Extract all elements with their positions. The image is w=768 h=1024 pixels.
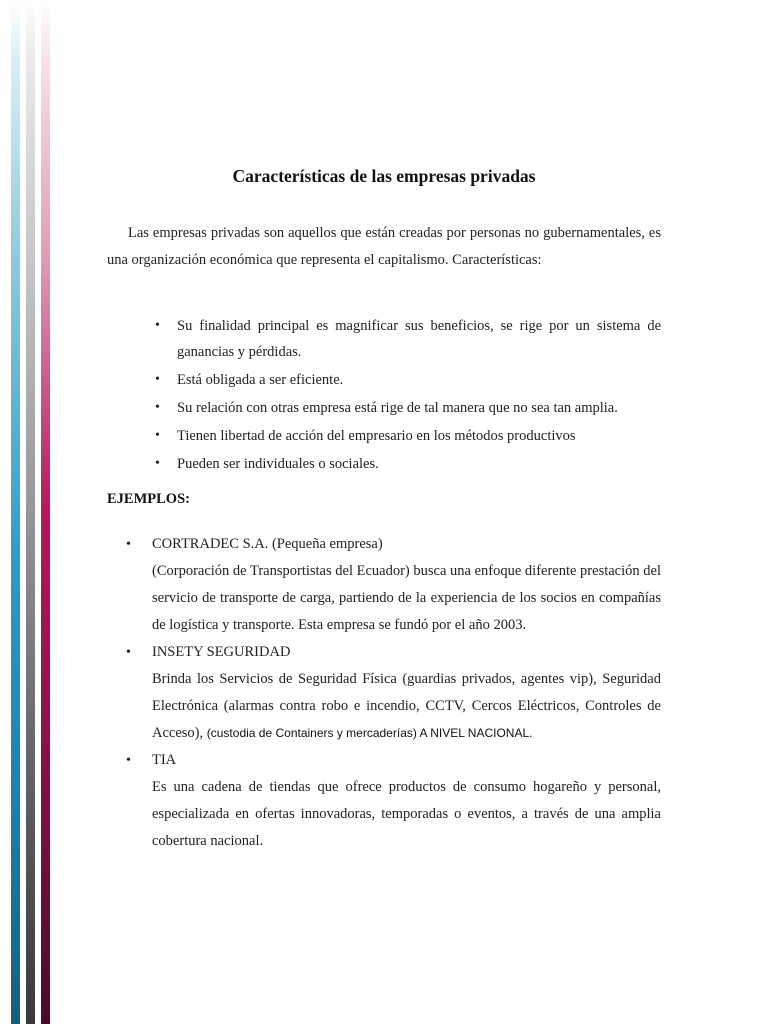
bullet-icon: •	[155, 428, 160, 443]
examples-list	[126, 531, 661, 855]
list-item	[155, 423, 661, 449]
bullet-icon: •	[126, 753, 131, 768]
list-item-text: Su relación con otras empresa está rige de tal manera que no sea tan amplia.	[177, 400, 618, 416]
example-description: Es una cadena de tiendas que ofrece productos de consumo hogareño y personal, especializada en ofertas innovadoras, temporadas o eventos, a través de una amplia cobertura nacional.	[152, 779, 661, 849]
list-item	[155, 313, 661, 365]
example-description: (Corporación de Transportistas del Ecuador) busca una enfoque diferente prestación del servicio de transporte de carga, partiendo de la experiencia de los socios en compañías de logística y transporte. Esta empresa se fundó por el año 2003.	[152, 563, 661, 633]
example-description: Brinda los Servicios de Seguridad Física (guardias privados, agentes vip), Seguridad Electrónica (alarmas contra robo e incendio, CCTV, Cercos Eléctricos, Controles de Acceso),	[152, 671, 661, 741]
intro-paragraph: Las empresas privadas son aquellos que están creadas por personas no gubernamentales, es una organización económica que representa el capitalismo. Características:	[107, 225, 661, 268]
example-item	[126, 639, 661, 747]
example-name: TIA	[152, 752, 177, 768]
list-item	[155, 395, 661, 421]
bullet-icon: •	[126, 537, 131, 552]
example-name: INSETY SEGURIDAD	[152, 644, 291, 660]
example-item	[126, 531, 661, 639]
bullet-icon: •	[126, 645, 131, 660]
bullet-icon: •	[155, 318, 160, 333]
example-description-wrapper	[152, 666, 661, 747]
list-item-text: Tienen libertad de acción del empresario en los métodos productivos	[177, 428, 576, 444]
characteristics-list	[155, 313, 661, 479]
bullet-icon: •	[155, 456, 160, 471]
list-item-text: Pueden ser individuales o sociales.	[177, 456, 379, 472]
bullet-icon: •	[155, 400, 160, 415]
list-item	[155, 451, 661, 477]
list-item	[155, 367, 661, 393]
bullet-icon: •	[155, 372, 160, 387]
list-item-text: Su finalidad principal es magnificar sus beneficios, se rige por un sistema de ganancias y pérdidas.	[177, 318, 661, 360]
example-description-extra: (custodia de Containers y mercaderías) A NIVEL NACIONAL.	[206, 726, 533, 740]
examples-heading: EJEMPLOS:	[107, 491, 190, 507]
list-item-text: Está obligada a ser eficiente.	[177, 372, 344, 388]
page-title: Características de las empresas privadas	[232, 166, 536, 186]
example-item	[126, 747, 661, 855]
example-name: CORTRADEC S.A. (Pequeña empresa)	[152, 536, 383, 552]
